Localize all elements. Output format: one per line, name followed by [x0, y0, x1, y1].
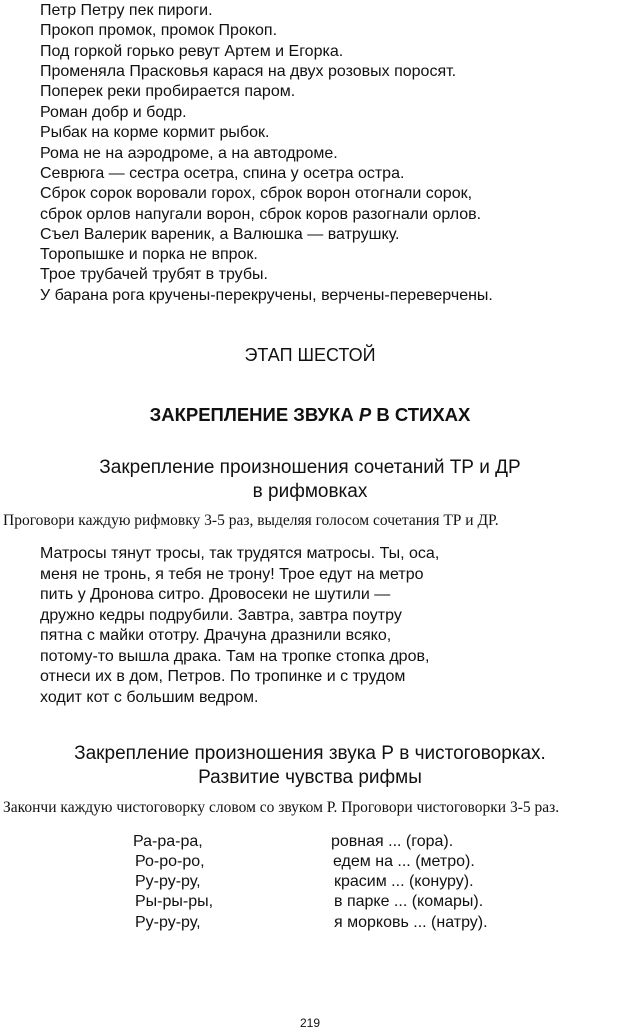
- rhyme-line: пить у Дронова ситро. Дровосеки не шутили —: [40, 586, 391, 603]
- tongue-twister-line: Поперек реки пробирается паром.: [40, 83, 296, 100]
- patter-completion: ровная ... (гора).: [331, 833, 454, 850]
- patter-completion: я морковь ... (натру).: [334, 914, 488, 931]
- tongue-twister-line: Рыбак на корме кормит рыбок.: [40, 124, 270, 141]
- stage-heading: ЭТАП ШЕСТОЙ: [244, 345, 376, 365]
- rhyme-line: меня не тронь, я тебя не трону! Трое едут на метро: [40, 566, 424, 583]
- main-heading-text-before: ЗАКРЕПЛЕНИЕ ЗВУКА: [149, 404, 359, 425]
- tongue-twister-line: Роман добр и бодр.: [40, 104, 187, 121]
- tongue-twister-line: Променяла Прасковья карася на двух розовых поросят.: [40, 63, 457, 80]
- patter-completion: в парке ... (комары).: [334, 893, 484, 910]
- rhyme-line: отнеси их в дом, Петров. По тропинке и с трудом: [40, 668, 406, 685]
- patter-syllables: Ра-ра-ра,: [133, 833, 203, 850]
- section1-title-line2: в рифмовках: [252, 481, 368, 502]
- patter-syllables: Ру-ру-ру,: [135, 914, 201, 931]
- tongue-twister-line: Съел Валерик вареник, а Валюшка — ватрушку.: [40, 226, 400, 243]
- rhyme-line: дружно кедры подрубили. Завтра, завтра поутру: [40, 607, 402, 624]
- section2-title-line1: Закрепление произношения звука Р в чистоговорках.: [74, 743, 546, 764]
- main-heading-text-after: В СТИХАХ: [371, 404, 471, 425]
- section2-instruction: Закончи каждую чистоговорку словом со звуком Р. Проговори чистоговорки 3-5 раз.: [3, 799, 560, 816]
- tongue-twister-line: Рома не на аэродроме, а на автодроме.: [40, 145, 338, 162]
- rhyme-line: потому-то вышла драка. Там на тропке стопка дров,: [40, 648, 430, 665]
- tongue-twister-line: Трое трубачей трубят в трубы.: [40, 266, 268, 283]
- page-number: 219: [299, 1016, 321, 1030]
- tongue-twister-line: Прокоп промок, промок Прокоп.: [40, 22, 278, 39]
- patter-syllables: Ру-ру-ру,: [135, 873, 201, 890]
- section1-title-line1: Закрепление произношения сочетаний ТР и ДР: [99, 457, 521, 478]
- tongue-twister-line: сброк орлов напугали ворон, сброк коров разогнали орлов.: [40, 206, 482, 223]
- patter-syllables: Ро-ро-ро,: [135, 853, 205, 870]
- main-heading: [0, 404, 620, 426]
- tongue-twister-line: У барана рога кручены-перекручены, верчены-переверчены.: [40, 287, 493, 304]
- patter-completion: едем на ... (метро).: [333, 853, 475, 870]
- section2-title-line2: Развитие чувства рифмы: [198, 767, 422, 788]
- rhyme-line: ходит кот с большим ведром.: [40, 689, 259, 706]
- rhyme-line: Матросы тянут тросы, так трудятся матросы. Ты, оса,: [40, 545, 440, 562]
- patter-completion: красим ... (конуру).: [334, 873, 474, 890]
- tongue-twister-line: Торопышке и порка не впрок.: [40, 246, 258, 263]
- tongue-twister-line: Петр Петру пек пироги.: [40, 2, 213, 19]
- rhyme-line: пятна с майки ототру. Драчуна дразнили всяко,: [40, 627, 392, 644]
- patter-syllables: Ры-ры-ры,: [135, 893, 214, 910]
- tongue-twister-line: Под горкой горько ревут Артем и Егорка.: [40, 43, 344, 60]
- tongue-twister-line: Сброк сорок воровали горох, сброк ворон отогнали сорок,: [40, 185, 473, 202]
- tongue-twister-line: Севрюга — сестра осетра, спина у осетра остра.: [40, 165, 405, 182]
- main-heading-letter: Р: [358, 404, 372, 425]
- section1-instruction: Проговори каждую рифмовку 3-5 раз, выделяя голосом сочетания ТР и ДР.: [3, 512, 499, 529]
